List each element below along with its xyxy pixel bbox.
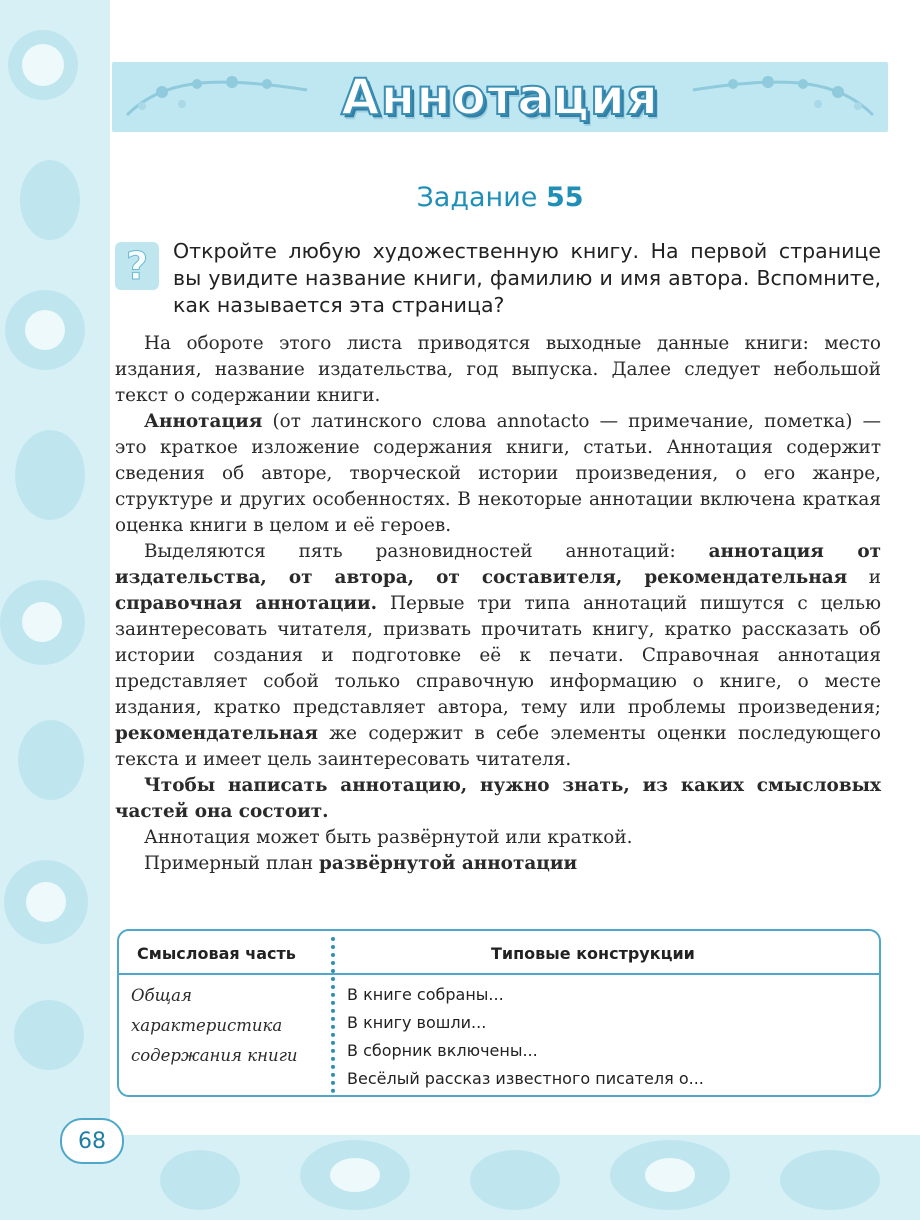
table-header-constructions: Типовые конструкции [491,944,695,963]
question-mark-icon: ? [115,242,159,290]
list-item: В книгу вошли... [347,1013,487,1032]
list-item: В сборник включены... [347,1041,538,1060]
paragraph: Примерный план развёрнутой аннотации [144,853,578,874]
table-cell-constructions [347,981,867,1093]
page-number: 68 [60,1118,124,1164]
task-title [112,182,888,213]
title-banner [112,62,888,132]
task-number: 55 [545,182,584,213]
task-label: Задание [416,182,538,213]
paragraph: Чтобы написать аннотацию, нужно знать, из каких смысловых частей она состоит. [115,775,881,822]
table-divider [119,973,879,975]
table-cell-part: Общая характеристика содержания книги [131,986,298,1065]
table-header-part: Смысловая часть [137,944,296,963]
floral-ornament-icon [122,70,312,124]
table-column-divider [331,937,335,1093]
paragraph: Выделяются пять разновидностей аннотаций: аннотация от издательства, от автора, от составителя, рекомендательная и справочная аннотации. Первые три типа аннотаций пишутся с целью заинтересовать читателя, призвать прочитать книгу, кратко рассказать об истории создания и подготовке её к печати. Справочная аннотация представляет собой только справочную информацию о книге, о месте издания, кратко представляет автора, тему или проблемы произведения; рекомендательная же содержит в себе элементы оценки последующего текста и имеет цель заинтересовать читателя. [115,541,881,770]
list-item: В книге собраны... [347,985,504,1004]
paragraph: Аннотация может быть развёрнутой или краткой. [144,827,633,848]
paragraph: Аннотация (от латинского слова annotacto — примечание, пометка) — это краткое изложение содержания книги, статьи. Аннотация содержит сведения об авторе, творческой истории произведения, о его жанре, структуре и других особенностях. В некоторые аннотации включена краткая оценка книги в целом и её героев. [115,411,881,536]
question-text: Откройте любую художественную книгу. На первой странице вы увидите название книги, фамилию и имя автора. Вспомните, как называется эта страница? [173,239,881,317]
annotation-plan-table [117,929,881,1097]
banner-title: Аннотация [340,68,660,126]
list-item: Весёлый рассказ известного писателя о... [347,1069,704,1088]
paragraph: На обороте этого листа приводятся выходные данные книги: место издания, название издательства, год выпуска. Далее следует небольшой текст о содержании книги. [115,333,881,406]
floral-ornament-icon [688,70,878,124]
body-text [115,331,881,877]
